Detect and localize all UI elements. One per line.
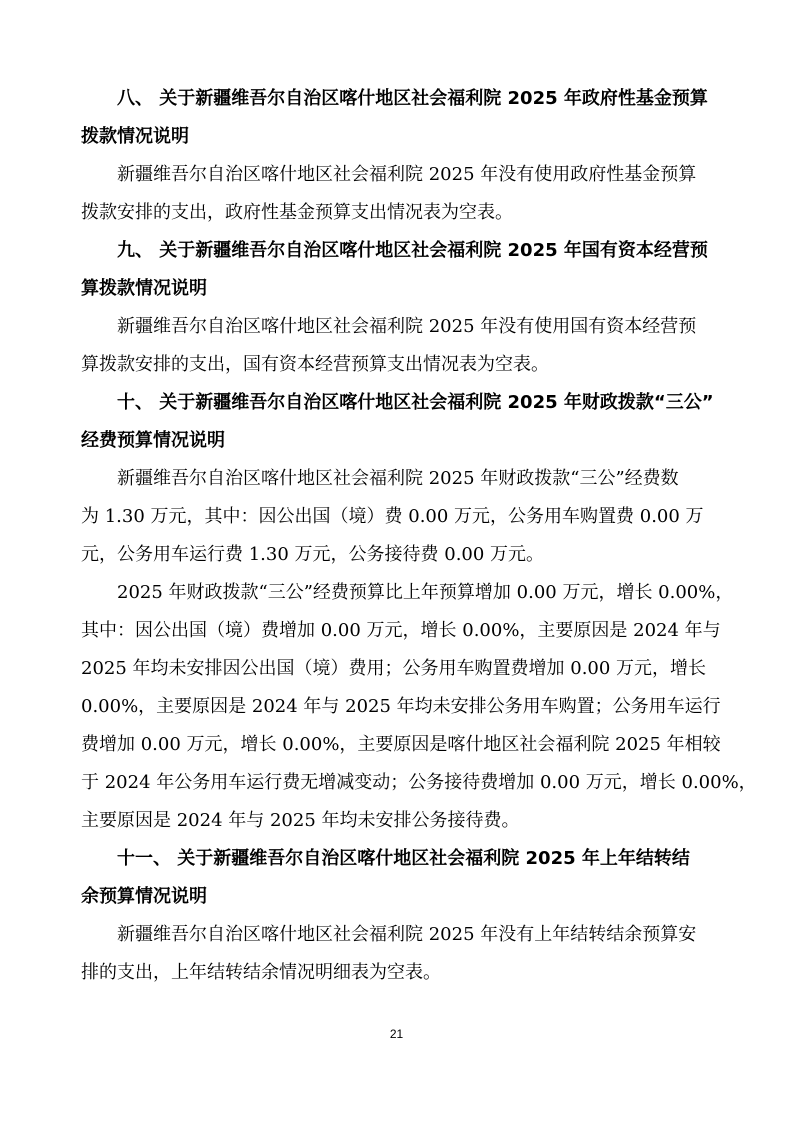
section-9-heading-line-2: 算拨款情况说明	[81, 278, 207, 299]
section-8-paragraph-line-1: 新疆维吾尔自治区喀什地区社会福利院 2025 年没有使用政府性基金预算	[117, 164, 697, 185]
section-8-heading-line-2: 拨款情况说明	[81, 126, 189, 147]
section-11-paragraph-line-1: 新疆维吾尔自治区喀什地区社会福利院 2025 年没有上年结转结余预算安	[117, 924, 697, 945]
section-10-paragraph-1-line-2: 为 1.30 万元，其中：因公出国（境）费 0.00 万元，公务用车购置费 0.00 万	[81, 506, 704, 527]
section-11-heading-line-2: 余预算情况说明	[81, 886, 207, 907]
section-11-heading-line-1: 十一、 关于新疆维吾尔自治区喀什地区社会福利院 2025 年上年结转结	[117, 848, 690, 869]
section-8-paragraph-line-2: 拨款安排的支出，政府性基金预算支出情况表为空表。	[81, 202, 513, 223]
section-9-heading-line-1: 九、 关于新疆维吾尔自治区喀什地区社会福利院 2025 年国有资本经营预	[117, 240, 708, 261]
section-8-heading-line-1: 八、 关于新疆维吾尔自治区喀什地区社会福利院 2025 年政府性基金预算	[117, 88, 708, 109]
section-10-heading-line-2: 经费预算情况说明	[81, 430, 225, 451]
section-10-paragraph-2-line-4: 0.00%，主要原因是 2024 年与 2025 年均未安排公务用车购置；公务用车运行	[81, 696, 721, 717]
section-10-paragraph-2-line-6: 于 2024 年公务用车运行费无增减变动；公务接待费增加 0.00 万元，增长 0.00%，	[81, 772, 757, 793]
section-10-paragraph-1-line-1: 新疆维吾尔自治区喀什地区社会福利院 2025 年财政拨款“三公”经费数	[117, 468, 679, 489]
section-10-heading-line-1: 十、 关于新疆维吾尔自治区喀什地区社会福利院 2025 年财政拨款“三公”	[117, 392, 714, 413]
section-10-paragraph-2-line-7: 主要原因是 2024 年与 2025 年均未安排公务接待费。	[81, 810, 520, 831]
section-11-paragraph-line-2: 排的支出，上年结转结余情况明细表为空表。	[81, 962, 441, 983]
section-10-paragraph-1-line-3: 元，公务用车运行费 1.30 万元，公务接待费 0.00 万元。	[81, 544, 545, 565]
section-10-paragraph-2-line-2: 其中：因公出国（境）费增加 0.00 万元，增长 0.00%，主要原因是 2024 年与	[81, 620, 721, 641]
section-10-paragraph-2-line-3: 2025 年均未安排因公出国（境）费用；公务用车购置费增加 0.00 万元，增长	[81, 658, 707, 679]
section-10-paragraph-2-line-1: 2025 年财政拨款“三公”经费预算比上年预算增加 0.00 万元，增长 0.00%，	[117, 582, 734, 603]
section-9-paragraph-line-1: 新疆维吾尔自治区喀什地区社会福利院 2025 年没有使用国有资本经营预	[117, 316, 697, 337]
section-9-paragraph-line-2: 算拨款安排的支出，国有资本经营预算支出情况表为空表。	[81, 354, 549, 375]
page-number: 21	[389, 1027, 404, 1041]
section-10-paragraph-2-line-5: 费增加 0.00 万元，增长 0.00%，主要原因是喀什地区社会福利院 2025 年相较	[81, 734, 721, 755]
